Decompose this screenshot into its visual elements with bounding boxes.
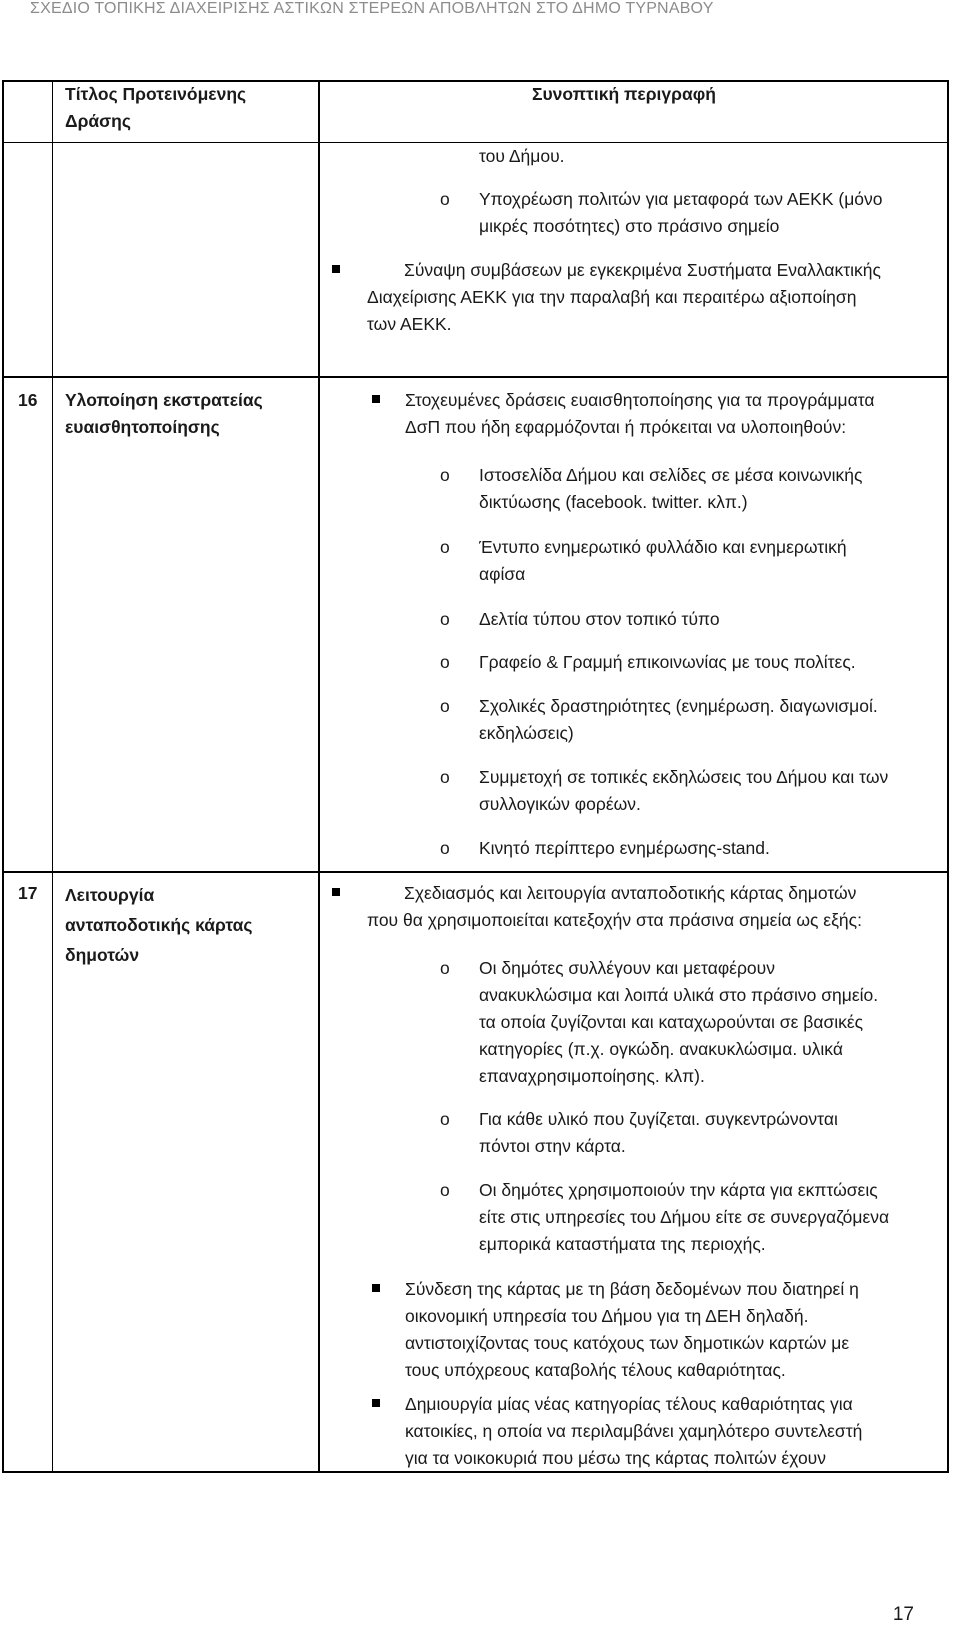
row17-subitem-1-line1: Οι δημότες συλλέγουν και μεταφέρουν (479, 958, 775, 978)
row16-subitem-2-line1: Έντυπο ενημερωτικό φυλλάδιο και ενημερωτική (479, 537, 847, 557)
row17-bullet-2-line3: αντιστοιχίζοντας τους κατόχους των δημοτικών καρτών με (405, 1333, 850, 1353)
row17-bullet-3 (405, 1391, 862, 1472)
sub-bullet-marker: o (440, 465, 450, 485)
continuation-subitem (479, 186, 934, 240)
sub-bullet-marker: o (440, 696, 450, 716)
row16-title-line2: ευαισθητοποίησης (65, 417, 220, 437)
row16-subitem-2-line2: αφίσα (479, 564, 526, 584)
row16-subitem-6 (479, 764, 888, 818)
row17-number: 17 (18, 883, 38, 903)
row17-subitem-2-line1: Για κάθε υλικό που ζυγίζεται. συγκεντρώνονται (479, 1109, 838, 1129)
row16-title-line1: Υλοποίηση εκστρατείας (65, 390, 263, 410)
row16-subitem-5-line1: Σχολικές δραστηριότητες (ενημέρωση. διαγωνισμοί. (479, 696, 878, 716)
row16-subitem-6-line1: Συμμετοχή σε τοπικές εκδηλώσεις του Δήμου και των (479, 767, 889, 787)
row17-subitem-3 (479, 1177, 889, 1258)
row17-bullet-2-line2: οικονομική υπηρεσία του Δήμου για τη ΔΕΗ δηλαδή. (405, 1306, 809, 1326)
sub-bullet-marker: o (440, 1180, 450, 1200)
row17-subitem-3-line1: Οι δημότες χρησιμοποιούν την κάρτα για εκπτώσεις (479, 1180, 878, 1200)
row16-title (65, 387, 263, 441)
row16-subitem-1-line1: Ιστοσελίδα Δήμου και σελίδες σε μέσα κοινωνικής (479, 465, 863, 485)
row17-subitem-1-line4: κατηγορίες (π.χ. ογκώδη. ανακυκλώσιμα. υλικά (479, 1039, 843, 1059)
bullet-square-icon (372, 1284, 380, 1292)
sub-bullet-marker: o (440, 652, 450, 672)
continuation-bullet-line3: των ΑΕΚΚ. (367, 314, 452, 334)
row17-subitem-1-line3: τα οποία ζυγίζονται και καταχωρούνται σε βασικές (479, 1012, 864, 1032)
row16-subitem-5 (479, 693, 878, 747)
column-title-header (65, 81, 246, 135)
table-col-left (2, 80, 4, 1473)
row16-subitem-6-line2: συλλογικών φορέων. (479, 794, 641, 814)
row16-subitem-1-line2: δικτύωσης (facebook. twitter. κλπ.) (479, 492, 748, 512)
bullet-square-icon (332, 265, 340, 273)
table-col-title (318, 80, 320, 1473)
bullet-square-icon (372, 395, 380, 403)
row17-title-line3: δημοτών (65, 945, 140, 965)
row17-title-line1: Λειτουργία (65, 885, 155, 905)
running-header: ΣΧΕΔΙΟ ΤΟΠΙΚΗΣ ΔΙΑΧΕΙΡΙΣΗΣ ΑΣΤΙΚΩΝ ΣΤΕΡΕΩΝ ΑΠΟΒΛΗΤΩΝ ΣΤΟ ΔΗΜΟ ΤΥΡΝΑΒΟΥ (30, 0, 714, 17)
sub-bullet-marker: o (440, 767, 450, 787)
row16-subitem-3: Δελτία τύπου στον τοπικό τύπο (479, 609, 720, 629)
row17-bullet-1 (367, 880, 934, 934)
row16-subitem-2 (479, 534, 847, 588)
row17-title (65, 880, 253, 970)
bullet-square-icon (372, 1399, 380, 1407)
sub-bullet-marker: o (440, 609, 450, 629)
row17-bullet-2-line4: τους υπόχρεους καταβολής τέλους καθαριότητας. (405, 1360, 786, 1380)
bullet-square-icon (332, 888, 340, 896)
sub-bullet-marker: o (440, 958, 450, 978)
row17-subitem-1 (479, 955, 878, 1090)
sub-bullet-marker: o (440, 838, 450, 858)
row17-bullet-1-line2: που θα χρησιμοποιείται κατεξοχήν στα πράσινα σημεία ως εξής: (367, 910, 862, 930)
row16-bullet (405, 387, 935, 441)
sub-bullet-marker: o (440, 537, 450, 557)
continuation-bullet (367, 257, 934, 338)
row16-subitem-5-line2: εκδηλώσεις) (479, 723, 574, 743)
table-col-num (52, 80, 53, 1473)
sub-bullet-marker: o (440, 1109, 450, 1129)
table-rule-row16 (2, 376, 949, 378)
row16-bullet-line1: Στοχευμένες δράσεις ευαισθητοποίησης για τα προγράμματα (405, 390, 875, 410)
row16-bullet-line2: ΔσΠ που ήδη εφαρμόζονται ή πρόκειται να υλοποιηθούν: (405, 417, 847, 437)
row16-number: 16 (18, 390, 38, 410)
continuation-subitem-line2: μικρές ποσότητες) στο πράσινο σημείο (479, 216, 780, 236)
row17-subitem-2-line2: πόντοι στην κάρτα. (479, 1136, 626, 1156)
sub-bullet-marker: o (440, 189, 450, 209)
continuation-line: του Δήμου. (479, 146, 565, 166)
row16-subitem-1 (479, 462, 862, 516)
row17-bullet-2 (405, 1276, 859, 1384)
continuation-subitem-line1: Υποχρέωση πολιτών για μεταφορά των ΑΕΚΚ (μόνο (479, 189, 883, 209)
table-rule-header (2, 142, 949, 143)
row17-subitem-3-line3: εμπορικά καταστήματα της περιοχής. (479, 1234, 766, 1254)
continuation-bullet-line2: Διαχείρισης ΑΕΚΚ για την παραλαβή και περαιτέρω αξιοποίηση (367, 287, 857, 307)
row16-subitem-7: Κινητό περίπτερο ενημέρωσης-stand. (479, 838, 770, 858)
row17-bullet-2-line1: Σύνδεση της κάρτας με τη βάση δεδομένων που διατηρεί η (405, 1279, 859, 1299)
row17-title-line2: ανταποδοτικής κάρτας (65, 915, 253, 935)
row17-subitem-1-line2: ανακυκλώσιμα και λοιπά υλικά στο πράσινο σημείο. (479, 985, 879, 1005)
row17-bullet-3-line2: κατοικίες, η οποία να περιλαμβάνει χαμηλότερο συντελεστή (405, 1421, 863, 1441)
column-title-line1: Τίτλος Προτεινόμενης (65, 84, 247, 104)
row17-bullet-3-line3: για τα νοικοκυριά που μέσω της κάρτας πολιτών έχουν (405, 1448, 826, 1468)
row17-subitem-1-line5: επαναχρησιμοποίησης. κλπ). (479, 1066, 705, 1086)
table-rule-row17 (2, 871, 949, 873)
row17-bullet-1-line1: Σχεδιασμός και λειτουργία ανταποδοτικής κάρτας δημοτών (404, 883, 857, 903)
row17-subitem-3-line2: είτε στις υπηρεσίες του Δήμου είτε σε συνεργαζόμενα (479, 1207, 890, 1227)
column-description-header: Συνοπτική περιγραφή (532, 84, 716, 104)
continuation-bullet-line1: Σύναψη συμβάσεων με εγκεκριμένα Συστήματα Εναλλακτικής (404, 260, 881, 280)
page-number: 17 (892, 1604, 914, 1625)
row17-bullet-3-line1: Δημιουργία μίας νέας κατηγορίας τέλους καθαριότητας για (405, 1394, 853, 1414)
column-title-line2: Δράσης (65, 111, 131, 131)
row17-subitem-2 (479, 1106, 838, 1160)
row16-subitem-4: Γραφείο & Γραμμή επικοινωνίας με τους πολίτες. (479, 652, 856, 672)
table-col-right (947, 80, 949, 1473)
